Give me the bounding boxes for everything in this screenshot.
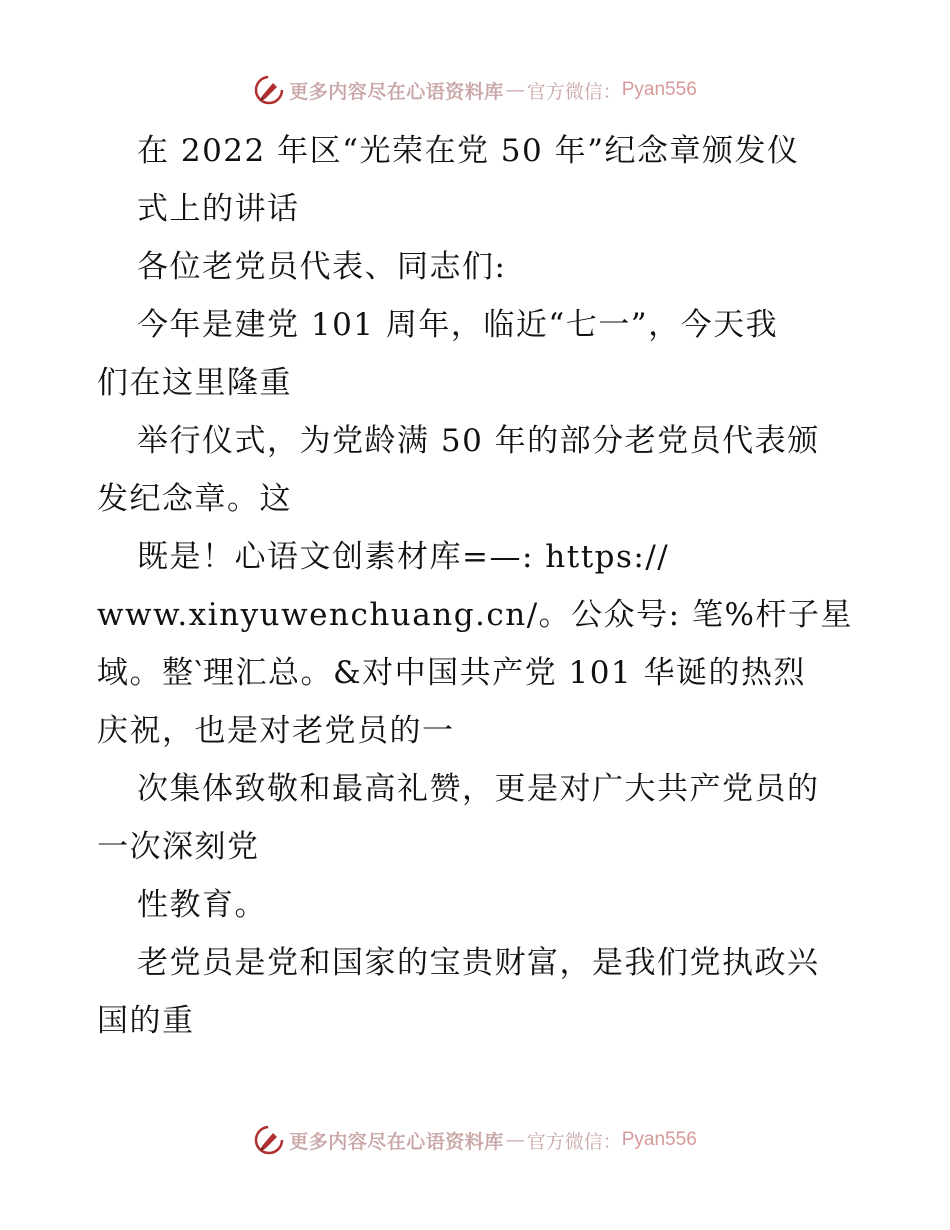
doc-line: 庆祝，也是对老党员的一 (97, 713, 455, 749)
doc-line: 老党员是党和国家的宝贵财富，是我们党执政兴 (137, 945, 820, 981)
doc-line: 域。整‵理汇总。&对中国共产党 101 华诞的热烈 (97, 655, 807, 691)
doc-line: 发纪念章。这 (97, 481, 292, 517)
header-banner-text: 更多内容尽在心语资料库 (289, 80, 504, 103)
footer-banner-text: 更多内容尽在心语资料库 (289, 1130, 504, 1153)
doc-line: 既是！心语文创素材库=—: https:// (137, 539, 670, 575)
doc-line: 一次深刻党 (97, 829, 260, 865)
doc-line: 们在这里隆重 (97, 365, 292, 401)
header-wechat-label: 官方微信： (526, 80, 622, 103)
header-banner (0, 70, 950, 110)
pen-nib-logo-icon (253, 1124, 285, 1156)
footer-banner (0, 1120, 950, 1160)
pen-nib-logo-icon (253, 74, 285, 106)
doc-line: 各位老党员代表、同志们: (137, 249, 507, 285)
footer-wechat-id: Pyan556 (621, 1129, 697, 1150)
footer-separator: — (505, 1129, 525, 1151)
doc-line: 式上的讲话 (137, 191, 300, 227)
doc-line: 国的重 (97, 1003, 195, 1039)
header-wechat-id: Pyan556 (621, 79, 697, 100)
doc-line: 性教育。 (137, 887, 267, 923)
doc-line: 在 2022 年区“光荣在党 50 年”纪念章颁发仪 (137, 133, 800, 169)
doc-line: 举行仪式，为党龄满 50 年的部分老党员代表颁 (137, 423, 820, 459)
doc-line: 今年是建党 101 周年，临近“七一”，今天我 (137, 307, 779, 343)
doc-line: www.xinyuwenchuang.cn/。公众号: 笔%杆子星 (97, 597, 853, 633)
document-body (97, 122, 857, 1050)
header-separator: — (505, 79, 525, 101)
footer-wechat-label: 官方微信： (526, 1130, 622, 1153)
doc-line: 次集体致敬和最高礼赞，更是对广大共产党员的 (137, 771, 820, 807)
